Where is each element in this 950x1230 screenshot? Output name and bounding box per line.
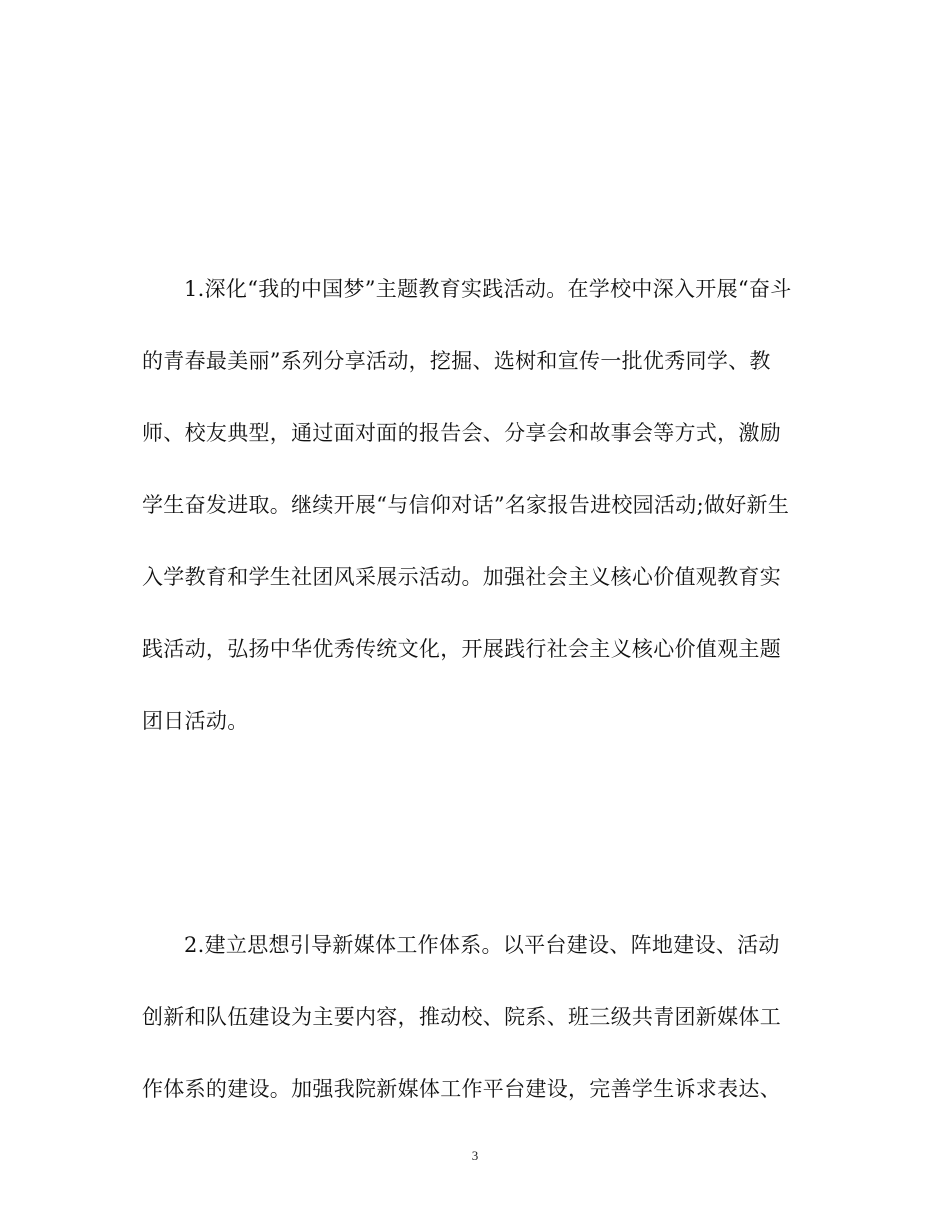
page-number: 3 [471,1148,479,1163]
paragraph-line: 2.建立思想引导新媒体工作体系。以平台建设、阵地建设、活动 [184,933,780,957]
paragraph-line: 作体系的建设。加强我院新媒体工作平台建设，完善学生诉求表达、 [142,1077,781,1101]
paragraph-line: 师、校友典型，通过面对面的报告会、分享会和故事会等方式，激励 [142,421,781,445]
paragraph-1 [142,277,812,781]
paragraph-line: 创新和队伍建设为主要内容，推动校、院系、班三级共青团新媒体工 [142,1005,781,1029]
paragraph-line: 入学教育和学生社团风采展示活动。加强社会主义核心价值观教育实 [142,565,781,589]
paragraph-line: 团日活动。 [142,709,249,733]
paragraph-line: 践活动，弘扬中华优秀传统文化，开展践行社会主义核心价值观主题 [142,637,781,661]
paragraph-2 [142,933,812,1149]
paragraph-line: 1.深化“我的中国梦”主题教育实践活动。在学校中深入开展“奋斗 [184,277,792,301]
paragraph-line: 学生奋发进取。继续开展“与信仰对话”名家报告进校园活动;做好新生 [142,493,790,517]
paragraph-line: 的青春最美丽”系列分享活动，挖掘、选树和宣传一批优秀同学、教 [142,349,771,373]
